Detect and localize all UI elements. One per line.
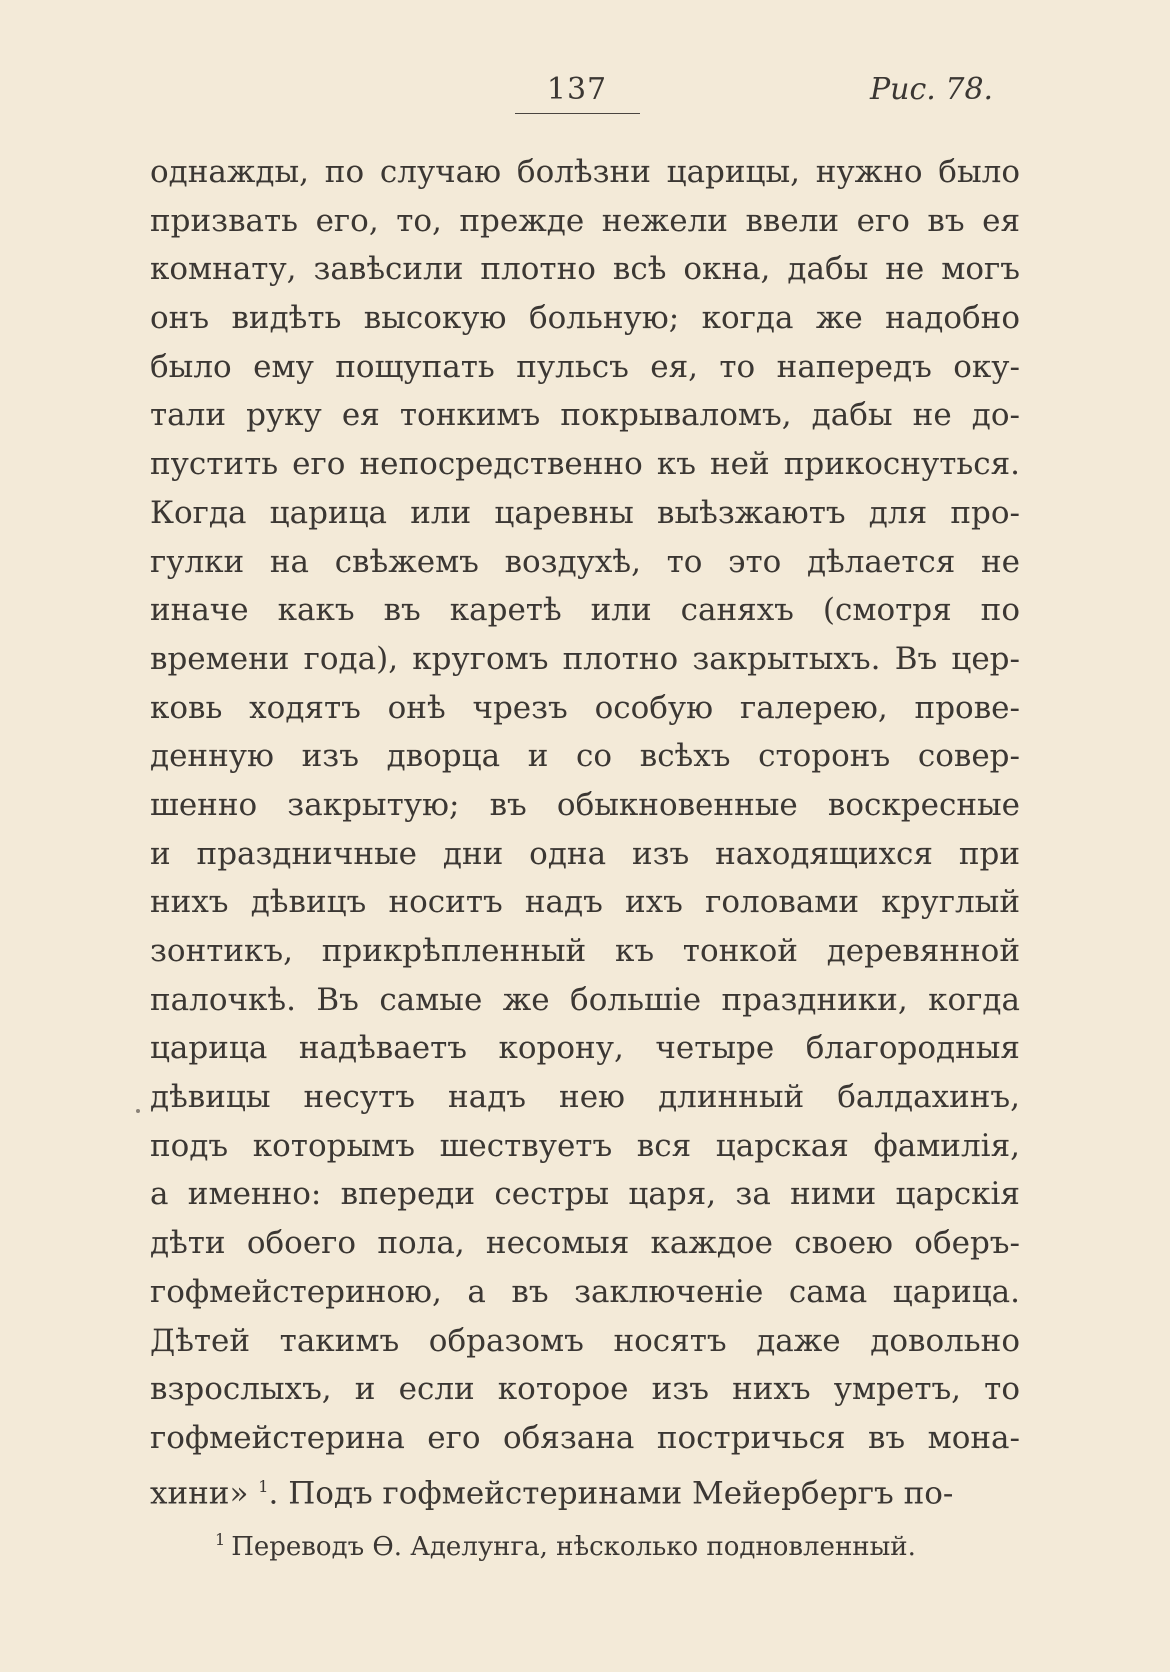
text-line: шенно закрытую; въ обыкновенные воскресные xyxy=(150,786,1020,823)
text-line: царица надѣваетъ корону, четыре благородныя xyxy=(150,1030,1020,1067)
text-line-start: хини» xyxy=(150,1474,249,1511)
page-number: 137 xyxy=(546,72,608,107)
text-line: времени года), кругомъ плотно закрытыхъ. Въ цер- xyxy=(150,640,1020,677)
text-line-last xyxy=(150,1463,1020,1512)
text-line: было ему пощупать пульсъ ея, то напередъ оку- xyxy=(150,348,1020,385)
text-line: тали руку ея тонкимъ покрываломъ, дабы не до- xyxy=(150,397,1020,434)
footnote-text: Переводъ Ѳ. Аделунга, нѣсколько подновленный. xyxy=(231,1532,916,1562)
figure-reference: Рис. 78. xyxy=(870,72,994,107)
text-line: зонтикъ, прикрѣпленный къ тонкой деревянной xyxy=(150,933,1020,969)
text-line: онъ видѣть высокую больную; когда же надобно xyxy=(150,300,1020,337)
text-line: денную изъ дворца и со всѣхъ сторонъ совер- xyxy=(150,738,1020,775)
text-line: гулки на свѣжемъ воздухѣ, то это дѣлается не xyxy=(150,543,1020,580)
text-line: подъ которымъ шествуетъ вся царская фамилія, xyxy=(150,1127,1020,1164)
text-line: Дѣтей такимъ образомъ носятъ даже довольно xyxy=(150,1322,1020,1359)
text-line: палочкѣ. Въ самые же большіе праздники, когда xyxy=(150,981,1020,1018)
text-line: дѣти обоего пола, несомыя каждое своею оберъ- xyxy=(150,1225,1020,1262)
text-line: гофмейстериною, а въ заключеніе сама царица. xyxy=(150,1273,1020,1310)
text-line: призвать его, то, прежде нежели ввели его въ ея xyxy=(150,202,1020,239)
text-line: Когда царица или царевны выѣзжаютъ для про- xyxy=(150,494,1020,531)
margin-mark xyxy=(136,1109,140,1113)
text-line: и праздничные дни одна изъ находящихся при xyxy=(150,835,1020,872)
header-rule xyxy=(515,113,640,114)
text-line: нихъ дѣвицъ носитъ надъ ихъ головами круглый xyxy=(150,884,1020,921)
text-line-end: . Подъ гофмейстеринами Мейербергъ по- xyxy=(268,1474,954,1511)
page-header xyxy=(0,72,1170,122)
text-line: ковь ходятъ онѣ чрезъ особую галерею, прове- xyxy=(150,689,1020,726)
text-line: а именно: впереди сестры царя, за ними царскія xyxy=(150,1176,1020,1213)
text-line: пустить его непосредственно къ ней прикоснуться. xyxy=(150,446,1020,483)
footnote-reference[interactable]: 1 xyxy=(258,1476,269,1496)
body-text xyxy=(150,148,1020,1511)
text-line: гофмейстерина его обязана постричься въ мона- xyxy=(150,1419,1020,1456)
text-line: дѣвицы несутъ надъ нею длинный балдахинъ, xyxy=(150,1079,1020,1116)
footnote xyxy=(215,1530,916,1562)
text-line: взрослыхъ, и если которое изъ нихъ умретъ, то xyxy=(150,1371,1020,1408)
footnote-marker: 1 xyxy=(215,1530,226,1549)
text-line: однажды, по случаю болѣзни царицы, нужно было xyxy=(150,154,1020,190)
text-line: комнату, завѣсили плотно всѣ окна, дабы не могъ xyxy=(150,251,1020,288)
text-line: иначе какъ въ каретѣ или саняхъ (смотря по xyxy=(150,592,1020,629)
